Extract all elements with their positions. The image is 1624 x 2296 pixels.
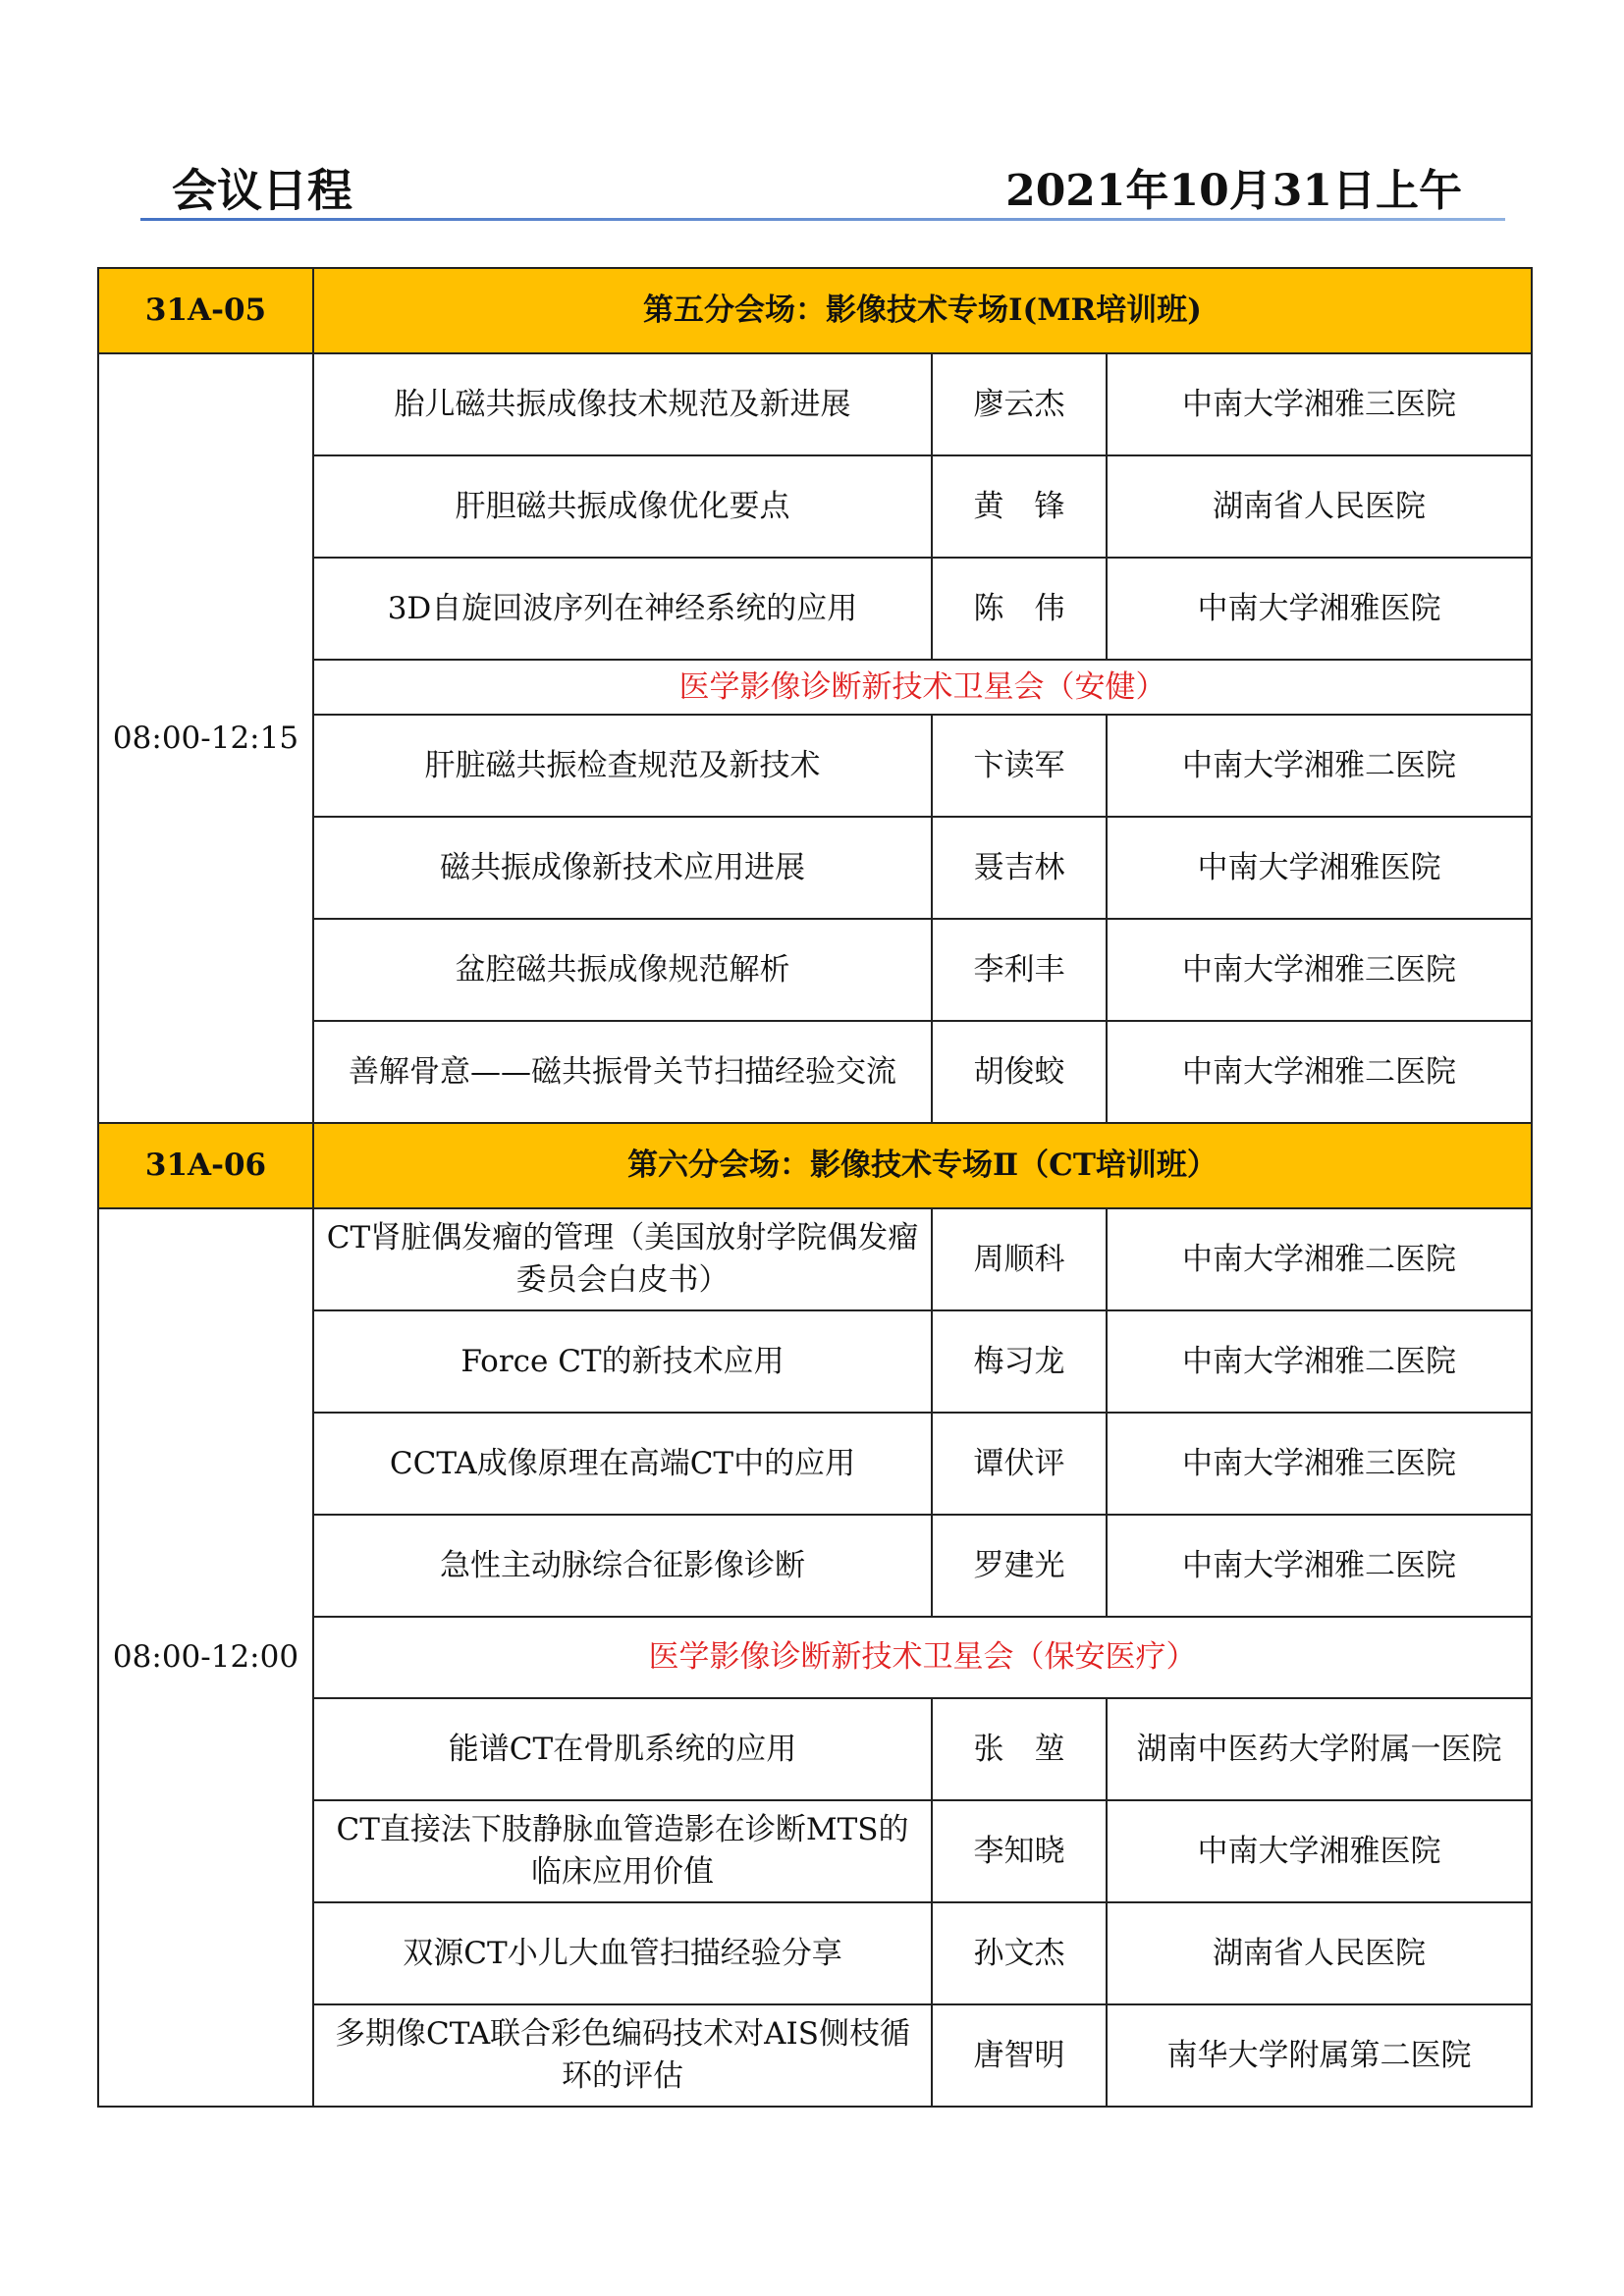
talk-speaker: 谭伏评 [932,1413,1107,1515]
talk-speaker: 廖云杰 [932,353,1107,455]
talk-organization: 中南大学湘雅二医院 [1107,1208,1532,1310]
talk-speaker: 陈 伟 [932,558,1107,660]
table-row [98,919,1532,1021]
table-row [98,1515,1532,1617]
table-row [98,715,1532,817]
table-row [98,1902,1532,2004]
talk-speaker: 聂吉林 [932,817,1107,919]
talk-topic: 3D自旋回波序列在神经系统的应用 [313,558,932,660]
table-row [98,353,1532,455]
page-title: 会议日程 [172,164,352,217]
session-time: 08:00-12:15 [98,353,313,1123]
table-row [98,817,1532,919]
talk-organization: 湖南中医药大学附属一医院 [1107,1698,1532,1800]
table-row [98,558,1532,660]
table-row [98,1698,1532,1800]
page-date: 2021年10月31日上午 [1005,166,1462,216]
talk-topic: CCTA成像原理在高端CT中的应用 [313,1413,932,1515]
table-row [98,1208,1532,1310]
talk-topic: CT肾脏偶发瘤的管理（美国放射学院偶发瘤委员会白皮书） [313,1208,932,1310]
schedule-table [97,267,1533,2108]
talk-organization: 中南大学湘雅三医院 [1107,353,1532,455]
talk-organization: 中南大学湘雅二医院 [1107,715,1532,817]
talk-speaker: 梅习龙 [932,1310,1107,1413]
talk-speaker: 李知晓 [932,1800,1107,1902]
satellite-title: 医学影像诊断新技术卫星会（安健） [313,660,1532,715]
talk-topic: 双源CT小儿大血管扫描经验分享 [313,1902,932,2004]
talk-speaker: 张 堃 [932,1698,1107,1800]
table-row [98,1310,1532,1413]
talk-organization: 湖南省人民医院 [1107,1902,1532,2004]
talk-speaker: 李利丰 [932,919,1107,1021]
talk-topic: 磁共振成像新技术应用进展 [313,817,932,919]
session-time: 08:00-12:00 [98,1208,313,2107]
talk-topic: 多期像CTA联合彩色编码技术对AIS侧枝循环的评估 [313,2004,932,2107]
table-row [98,1021,1532,1123]
session-title: 第六分会场：影像技术专场Ⅱ（CT培训班） [313,1123,1532,1208]
table-row [98,1413,1532,1515]
talk-organization: 南华大学附属第二医院 [1107,2004,1532,2107]
talk-organization: 中南大学湘雅二医院 [1107,1310,1532,1413]
talk-topic: 肝脏磁共振检查规范及新技术 [313,715,932,817]
session-header-row [98,268,1532,353]
talk-organization: 中南大学湘雅三医院 [1107,1413,1532,1515]
session-header-row [98,1123,1532,1208]
talk-organization: 湖南省人民医院 [1107,455,1532,558]
talk-organization: 中南大学湘雅医院 [1107,817,1532,919]
satellite-row [98,660,1532,715]
talk-speaker: 黄 锋 [932,455,1107,558]
talk-topic: 肝胆磁共振成像优化要点 [313,455,932,558]
talk-speaker: 罗建光 [932,1515,1107,1617]
talk-speaker: 唐智明 [932,2004,1107,2107]
page-header [140,147,1505,216]
table-row [98,1800,1532,1902]
talk-organization: 中南大学湘雅三医院 [1107,919,1532,1021]
header-divider [140,218,1505,221]
talk-topic: 善解骨意——磁共振骨关节扫描经验交流 [313,1021,932,1123]
talk-topic: Force CT的新技术应用 [313,1310,932,1413]
talk-organization: 中南大学湘雅医院 [1107,1800,1532,1902]
session-code: 31A-05 [98,268,313,353]
table-row [98,455,1532,558]
talk-speaker: 卞读军 [932,715,1107,817]
talk-organization: 中南大学湘雅二医院 [1107,1021,1532,1123]
satellite-title: 医学影像诊断新技术卫星会（保安医疗） [313,1617,1532,1698]
satellite-row [98,1617,1532,1698]
talk-topic: CT直接法下肢静脉血管造影在诊断MTS的临床应用价值 [313,1800,932,1902]
talk-topic: 能谱CT在骨肌系统的应用 [313,1698,932,1800]
talk-speaker: 胡俊蛟 [932,1021,1107,1123]
talk-topic: 急性主动脉综合征影像诊断 [313,1515,932,1617]
talk-organization: 中南大学湘雅二医院 [1107,1515,1532,1617]
talk-speaker: 周顺科 [932,1208,1107,1310]
talk-topic: 盆腔磁共振成像规范解析 [313,919,932,1021]
session-code: 31A-06 [98,1123,313,1208]
talk-topic: 胎儿磁共振成像技术规范及新进展 [313,353,932,455]
talk-speaker: 孙文杰 [932,1902,1107,2004]
talk-organization: 中南大学湘雅医院 [1107,558,1532,660]
table-row [98,2004,1532,2107]
session-title: 第五分会场：影像技术专场Ⅰ(MR培训班) [313,268,1532,353]
